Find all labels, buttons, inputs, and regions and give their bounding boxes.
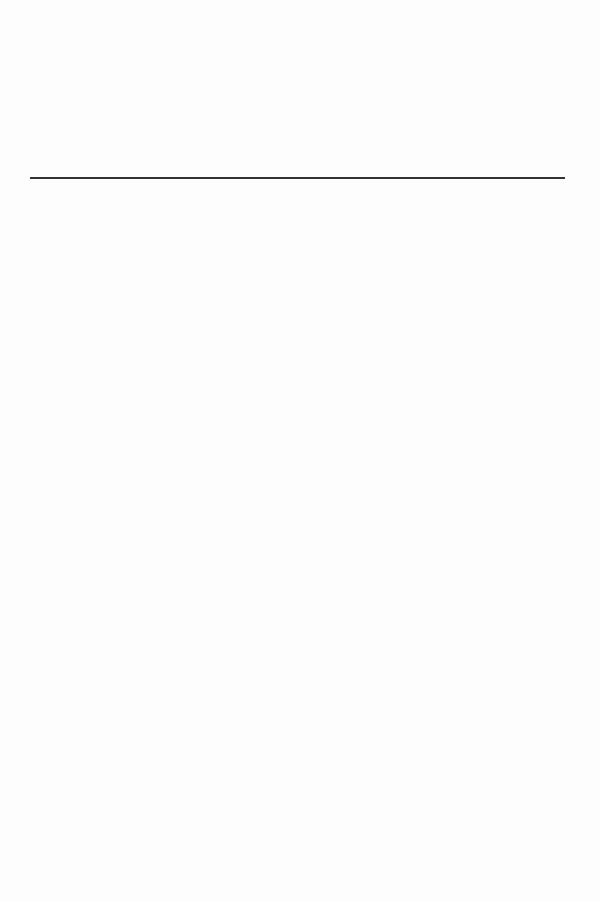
reference-item	[58, 369, 126, 382]
reference-item	[58, 507, 126, 520]
reference-item	[58, 668, 126, 681]
section-1-heading	[30, 205, 54, 219]
reference-item	[58, 599, 126, 612]
section-2-heading	[30, 323, 54, 337]
reference-item	[58, 415, 126, 428]
reference-item	[58, 461, 126, 474]
header-rule	[30, 177, 565, 179]
reference-item	[58, 484, 126, 497]
reference-item	[58, 760, 126, 773]
reference-item	[58, 622, 128, 635]
reference-item	[58, 645, 128, 658]
reference-item	[58, 346, 126, 359]
reference-item	[58, 392, 126, 405]
reference-item	[58, 438, 126, 451]
reference-item	[58, 737, 126, 750]
reference-item	[58, 553, 126, 566]
reference-item	[58, 576, 126, 589]
reference-item	[58, 714, 126, 727]
reference-item	[58, 691, 126, 704]
reference-item	[58, 530, 126, 543]
